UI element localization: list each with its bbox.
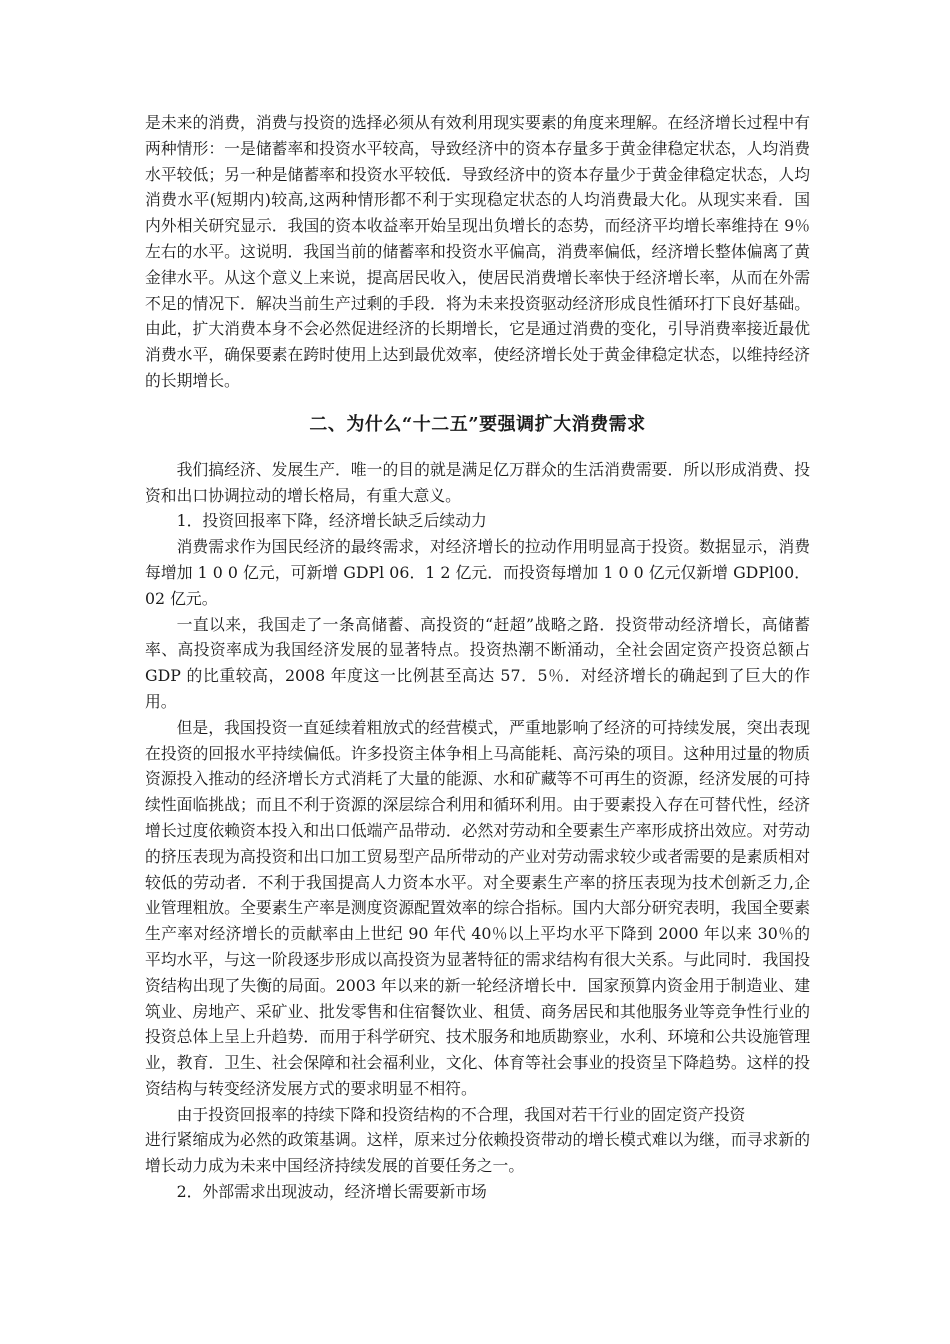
extensive-mode-paragraph: 但是，我国投资一直延续着粗放式的经营模式，严重地影响了经济的可持续发展，突出表现在投资的回报水平持续偏低。许多投资主体争相上马高能耗、高污染的项目。这种用过量的物质资源投入推动的经济增长方式消耗了大量的能源、水和矿藏等不可再生的资源，经济发展的可持续性面临挑战；而且不利于资源的深层综合利用和循环利用。由于要素投入存在可替代性，经济增长过度依赖资本投入和出口低端产品带动．必然对劳动和全要素生产率形成挤出效应。对劳动的挤压表现为高投资和出口加工贸易型产品所带动的产业对劳动需求较少或者需要的是素质相对较低的劳动者．不利于我国提高人力资本水平。对全要素生产率的挤压表现为技术创新乏力,企业管理粗放。全要素生产率是测度资源配置效率的综合指标。国内大部分研究表明，我国全要素生产率对经济增长的贡献率由上世纪 90 年代 40％以上平均水平下降到 2000 年以来 30％的平均水平，与这一阶段逐步形成以高投资为显著特征的需求结构有很大关系。与此同时．我国投资结构出现了失衡的局面。2003 年以来的新一轮经济增长中．国家预算内资金用于制造业、建筑业、房地产、采矿业、批发零售和住宿餐饮业、租赁、商务居民和其他服务业等竞争性行业的投资总体上呈上升趋势．而用于科学研究、技术服务和地质勘察业，水利、环境和公共设施管理业，教育．卫生、社会保障和社会福利业，文化、体育等社会事业的投资呈下降趋势。这样的投资结构与转变经济发展方式的要求明显不相符。	[145, 717, 810, 1098]
conclusion-paragraph-first-line: 由于投资回报率的持续下降和投资结构的不合理，我国对若干行业的固定资产投资	[176, 1104, 746, 1124]
subheading-external-demand: 2．外部需求出现波动，经济增长需要新市场	[176, 1182, 487, 1202]
subheading-investment-return: 1．投资回报率下降，经济增长缺乏后续动力	[176, 511, 487, 531]
document-page	[145, 110, 810, 1205]
section-heading: 二、为什么“十二五”要强调扩大消费需求	[309, 413, 646, 435]
intro-paragraph: 是未来的消费，消费与投资的选择必须从有效利用现实要素的角度来理解。在经济增长过程中有两种情形：一是储蓄率和投资水平较高，导致经济中的资本存量多于黄金律稳定状态，人均消费水平较低；另一种是储蓄率和投资水平较低．导致经济中的资本存量少于黄金律稳定状态，人均消费水平(短期内)较高,这两种情形都不利于实现稳定状态的人均消费最大化。从现实来看．国内外相关研究显示．我国的资本收益率开始呈现出负增长的态势，而经济平均增长率维持在 9％左右的水平。这说明．我国当前的储蓄率和投资水平偏高，消费率偏低，经济增长整体偏离了黄金律水平。从这个意义上来说，提高居民收入，使居民消费增长率快于经济增长率，从而在外需不足的情况下．解决当前生产过剩的手段．将为未来投资驱动经济形成良性循环打下良好基础。由此，扩大消费本身不会必然促进经济的长期增长，它是通过消费的变化，引导消费率接近最优消费水平，确保要素在跨时使用上达到最优效率，使经济增长处于黄金律稳定状态，以维持经济的长期增长。	[145, 113, 810, 390]
high-savings-paragraph: 一直以来，我国走了一条高储蓄、高投资的“赶超”战略之路．投资带动经济增长，高储蓄率、高投资率成为我国经济发展的显著特点。投资热潮不断涌动，全社会固定资产投资总额占 GDP 的比重较高，2008 年度这一比例甚至高达 57．5％．对经济增长的确起到了巨大的作用。	[145, 614, 810, 711]
conclusion-paragraph-rest: 进行紧缩成为必然的政策基调。这样，原来过分依赖投资带动的增长模式难以为继，而寻求新的增长动力成为未来中国经济持续发展的首要任务之一。	[145, 1130, 810, 1176]
consumption-data-paragraph: 消费需求作为国民经济的最终需求，对经济增长的拉动作用明显高于投资。数据显示，消费每增加 1 0 0 亿元，可新增 GDPl 06．1 2 亿元．而投资每增加 1 0 0 亿元仅新增 GDPl00．02 亿元。	[145, 537, 810, 608]
section-intro-paragraph: 我们搞经济、发展生产．唯一的目的就是满足亿万群众的生活消费需要．所以形成消费、投资和出口协调拉动的增长格局，有重大意义。	[145, 459, 810, 505]
